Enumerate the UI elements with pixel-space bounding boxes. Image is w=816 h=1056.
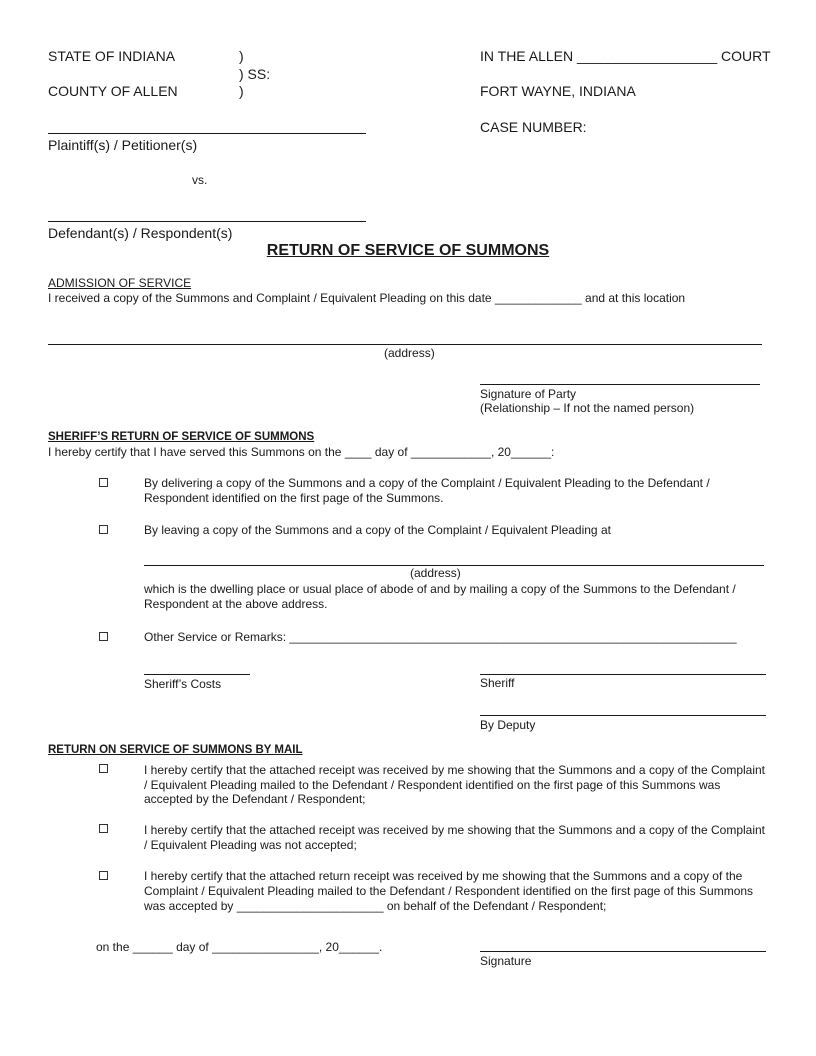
sheriff-option-1-line-2: Respondent identified on the first page of the Summons. — [144, 491, 444, 505]
sheriff-option-2-line-3: Respondent at the above address. — [144, 597, 328, 611]
court-label: IN THE ALLEN __________________ COURT — [480, 48, 771, 64]
mail-date-line: on the ______ day of ________________, 20______. — [96, 940, 383, 954]
mail-option-1-line-3: accepted by the Defendant / Respondent; — [144, 792, 366, 806]
sheriff-option-2-line-1: By leaving a copy of the Summons and a copy of the Complaint / Equivalent Pleading at — [144, 523, 611, 537]
caption-paren-1: ) — [239, 48, 244, 64]
case-number-label: CASE NUMBER: — [480, 119, 587, 135]
sheriff-option-3-text: Other Service or Remarks: ___________________________________________________________________ — [144, 630, 737, 644]
sheriff-option-2-checkbox[interactable] — [99, 525, 108, 534]
sheriff-option-3-checkbox[interactable] — [99, 632, 108, 641]
admission-heading: ADMISSION OF SERVICE — [48, 276, 192, 290]
sheriff-option-1-line-1: By delivering a copy of the Summons and a copy of the Complaint / Equivalent Pleading to the Defendant / — [144, 476, 710, 490]
county-label: COUNTY OF ALLEN — [48, 83, 178, 99]
city-label: FORT WAYNE, INDIANA — [480, 83, 636, 99]
sheriff-address-label: (address) — [410, 566, 461, 580]
admission-text: I received a copy of the Summons and Complaint / Equivalent Pleading on this date _____________ and at this location — [48, 291, 686, 305]
mail-option-2-checkbox[interactable] — [99, 824, 108, 833]
sheriff-signature-line[interactable] — [480, 674, 766, 675]
mail-option-1-line-2: / Equivalent Pleading mailed to the Defendant / Respondent identified on the first page of this Summons was — [144, 778, 721, 792]
admission-address-label: (address) — [384, 346, 435, 360]
sheriff-costs-line[interactable] — [144, 674, 250, 675]
sheriff-option-2-line-2: which is the dwelling place or usual place of abode of and by mailing a copy of the Summons to the Defendant / — [144, 582, 736, 596]
deputy-label: By Deputy — [480, 718, 536, 732]
sheriff-option-1-checkbox[interactable] — [99, 478, 108, 487]
mail-option-1-checkbox[interactable] — [99, 764, 108, 773]
mail-heading: RETURN ON SERVICE OF SUMMONS BY MAIL — [48, 744, 303, 756]
ss-label: ) SS: — [239, 66, 271, 82]
sheriff-certify-text: I hereby certify that I have served this Summons on the ____ day of ____________, 20______: — [48, 445, 555, 459]
mail-option-3-checkbox[interactable] — [99, 871, 108, 880]
mail-option-3-line-3: was accepted by ______________________ on behalf of the Defendant / Respondent; — [144, 899, 607, 913]
caption-paren-2: ) — [239, 83, 244, 99]
deputy-signature-line[interactable] — [480, 715, 766, 716]
plaintiff-line[interactable] — [48, 133, 366, 134]
sheriff-label: Sheriff — [480, 676, 515, 690]
party-signature-label: Signature of Party — [480, 387, 577, 401]
admission-address-line[interactable] — [48, 344, 762, 345]
plaintiff-label: Plaintiff(s) / Petitioner(s) — [48, 137, 198, 153]
mail-option-1-line-1: I hereby certify that the attached receipt was received by me showing that the Summons and a copy of the Complaint — [144, 763, 765, 777]
state-label: STATE OF INDIANA — [48, 48, 176, 64]
defendant-label: Defendant(s) / Respondent(s) — [48, 225, 233, 241]
mail-option-2-line-1: I hereby certify that the attached receipt was received by me showing that the Summons and a copy of the Complaint — [144, 823, 765, 837]
mail-signature-label: Signature — [480, 954, 532, 968]
mail-option-3-line-1: I hereby certify that the attached return receipt was received by me showing that the Summons and a copy of the — [144, 869, 743, 883]
mail-option-3-line-2: Complaint / Equivalent Pleading mailed to the Defendant / Respondent identified on the first page of this Summons — [144, 884, 754, 898]
sheriff-heading: SHERIFF’S RETURN OF SERVICE OF SUMMONS — [48, 431, 315, 443]
defendant-line[interactable] — [48, 221, 366, 222]
relationship-label: (Relationship – If not the named person) — [480, 401, 695, 415]
sheriff-costs-label: Sheriff’s Costs — [144, 677, 222, 691]
mail-option-2-line-2: / Equivalent Pleading was not accepted; — [144, 838, 357, 852]
vs-label: vs. — [192, 173, 208, 187]
page-title: RETURN OF SERVICE OF SUMMONS — [266, 242, 550, 259]
party-signature-line[interactable] — [480, 384, 760, 385]
mail-signature-line[interactable] — [480, 951, 766, 952]
